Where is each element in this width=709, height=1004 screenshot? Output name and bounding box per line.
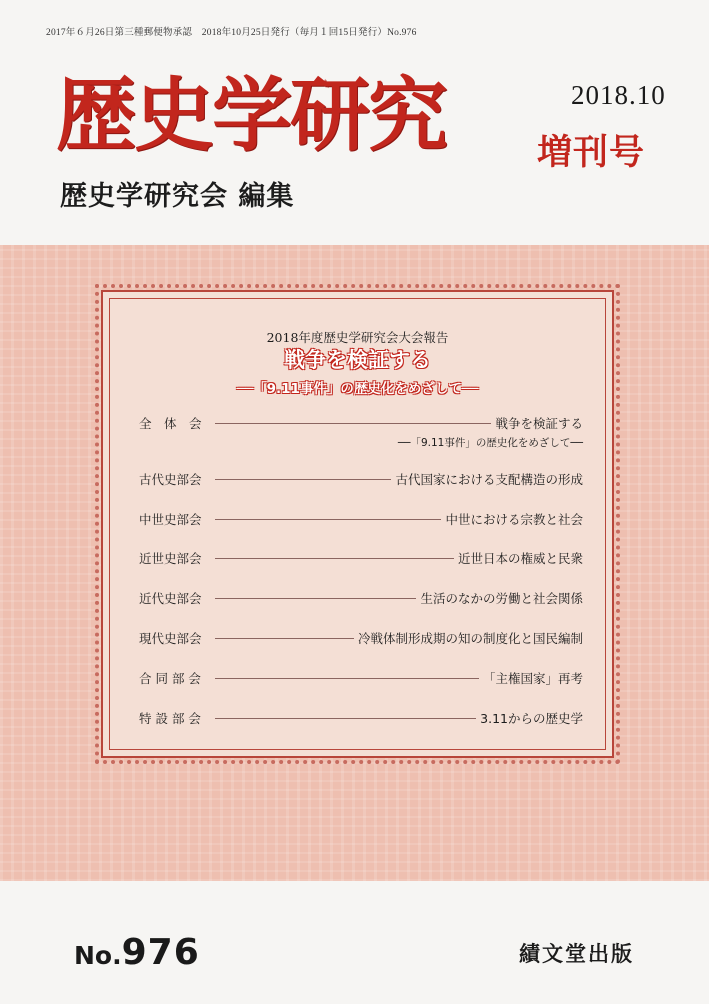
toc-topic: 3.11からの歴史学 [476,709,583,727]
toc-session: 特 設 部 会 [139,711,201,726]
toc-row [139,510,583,528]
issue-number [74,932,200,973]
toc-topic: 生活のなかの労働と社会関係 [416,589,583,607]
toc-row [139,414,583,449]
toc-row [139,629,583,647]
journal-title: 歴史学研究 [56,69,446,162]
editor-credit: 歴史学研究会 編集 [60,181,295,212]
toc-row [139,669,583,687]
special-issue-label: 増刊号 [537,133,646,173]
toc-session: 近世史部会 [139,551,202,566]
toc-topic: 近世日本の権威と民衆 [454,549,583,567]
issue-date: 2018.10 [571,80,666,110]
toc-row [139,470,583,488]
publisher-name: 績文堂出版 [519,941,634,966]
theme-subtitle: ──「9.11事件」の歴史化をめざして── [236,381,479,397]
toc-row [139,589,583,607]
theme-title: 戦争を検証する [284,348,431,372]
toc-session: 中世史部会 [139,512,202,527]
toc-session: 近代史部会 [139,591,202,606]
toc-session: 古代史部会 [139,472,202,487]
issue-number-value: 976 [121,932,200,973]
report-label: 2018年度歴史学研究会大会報告 [266,330,449,345]
toc-topic: 古代国家における支配構造の形成 [391,470,583,488]
toc-topic: 冷戦体制形成期の知の制度化と国民編制 [354,629,583,647]
contents-frame [101,290,614,758]
toc-session: 現代史部会 [139,631,202,646]
publication-info: 2017年６月26日第三種郵便物承認 2018年10月25日発行（毎月１回15日発行）No.976 [46,28,417,38]
issue-number-prefix: No. [74,941,122,970]
toc-topic: 「主権国家」再考 [479,669,583,687]
toc-row [139,549,583,567]
toc-topic: 中世における宗教と社会 [441,510,583,528]
toc-row [139,709,583,727]
toc-subtopic: ──「9.11事件」の歴史化をめざして── [397,437,583,449]
toc-topic: 戦争を検証する [491,414,583,432]
toc-session: 合 同 部 会 [139,671,201,686]
toc-session: 全 体 会 [139,416,202,431]
